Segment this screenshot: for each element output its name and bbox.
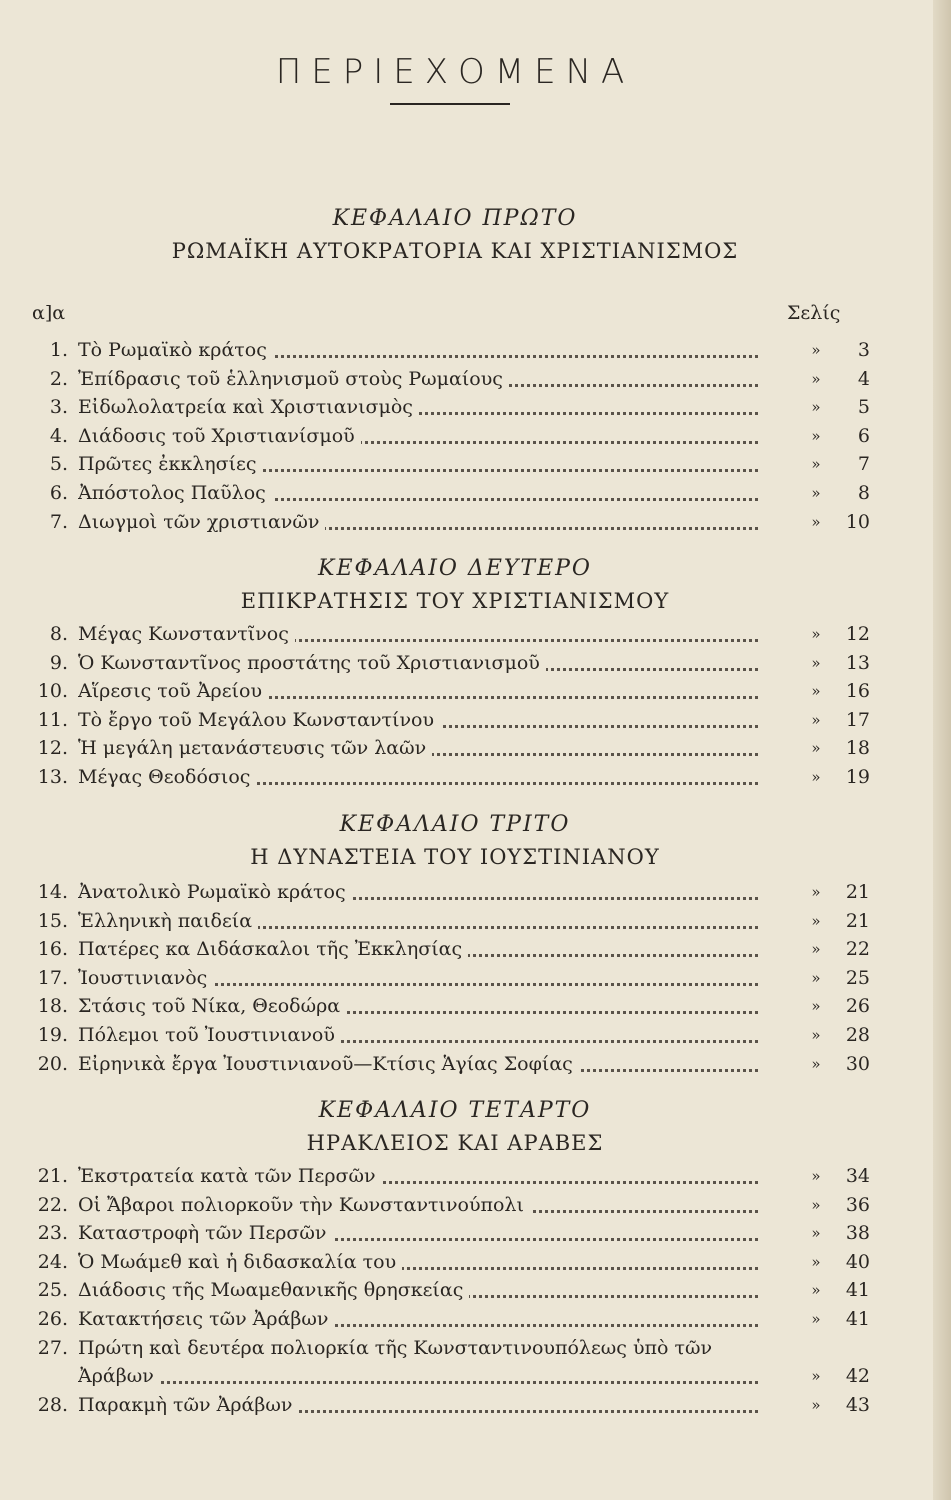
entry-body [78,1050,758,1078]
chapter-1-heading [0,206,910,263]
entry-number: 22. [37,1193,68,1216]
entry-body [78,649,758,677]
entry-title: Μέγας Κωνσταντῖνος [78,623,295,645]
ditto-mark: » [811,1281,821,1300]
toc-entry [0,1162,951,1190]
title-underline [390,103,510,105]
toc-entry [0,1021,951,1049]
toc-entry [0,878,951,906]
page-number: 10 [845,510,870,533]
entry-title: Διωγμοὶ τῶν χριστιανῶν [78,511,325,533]
ditto-mark: » [811,1026,821,1044]
entry-title: Ἀνατολικὸ Ρωμαϊκὸ κράτος [78,881,352,903]
toc-entry [0,1191,951,1219]
entry-title: Διάδοσις τοῦ Χριστιανίσμοῦ [78,425,361,447]
page-number: 41 [845,1308,870,1330]
chapter-title: ΕΠΙΚΡΑΤΗΣΙΣ ΤΟΥ ΧΡΙΣΤΙΑΝΙΣΜΟΥ [240,589,670,613]
entry-title: Διάδοσις τῆς Μωαμεθανικῆς θρησκείας [78,1279,469,1301]
entry-title: Ἰουστινιανὸς [78,967,213,989]
entry-body [78,734,758,762]
page-number: 41 [845,1279,870,1302]
entry-number: 25. [37,1279,68,1302]
ditto-mark: » [811,1195,821,1214]
chapter-label: ΚΕΦΑΛΑΙΟ ΤΕΤΑΡΤΟ [318,1098,592,1123]
toc-entry [0,677,951,705]
toc-entry [0,1391,951,1419]
entry-body [78,1219,758,1247]
entry-body [78,1305,758,1333]
page-number: 42 [845,1365,870,1388]
ditto-mark: » [811,1395,821,1414]
entry-number: 27. [37,1336,68,1359]
entry-body [78,479,758,507]
page-number: 5 [857,396,870,419]
entry-number: 15. [37,909,68,932]
entry-title: Πρώτη καὶ δευτέρα πολιορκία τῆς Κωνσταντινουπόλεως ὑπὸ τῶν [78,1336,713,1359]
entry-number: 17. [37,966,68,989]
column-header-page: Σελίς [787,302,841,324]
page-number: 36 [845,1193,870,1216]
ditto-mark: » [811,1167,821,1185]
entry-body [78,450,758,478]
toc-entry [0,649,951,677]
ditto-mark: » [811,911,821,930]
entry-number: 9. [49,651,68,674]
toc-entry [0,365,951,393]
toc-entry [0,1334,951,1362]
chapter-title: ΡΩΜΑΪΚΗ ΑΥΤΟΚΡΑΤΟΡΙΑ ΚΑΙ ΧΡΙΣΤΙΑΝΙΣΜΟΣ [171,239,739,263]
entry-body [78,1162,758,1190]
ditto-mark: » [811,739,821,758]
ditto-mark: » [811,455,821,474]
page-number: 8 [857,482,870,504]
toc-entry [0,393,951,421]
entry-title: Στάσις τοῦ Νίκα, Θεοδώρα [78,995,346,1017]
entry-body [78,907,758,935]
entry-body [78,763,758,791]
page-number: 30 [845,1052,870,1075]
ditto-mark: » [811,997,821,1016]
entry-number: 23. [37,1222,68,1245]
ditto-mark: » [811,341,821,359]
toc-entry [0,1305,951,1333]
entry-body [78,1334,858,1362]
entry-number: 1. [49,339,68,361]
page-number: 7 [857,453,870,476]
page-number: 28 [845,1024,870,1046]
entry-body [78,1191,758,1219]
toc-entry [0,508,951,536]
entry-body [78,1248,758,1276]
entry-title: Ἡ μεγάλη μετανάστευσις τῶν λαῶν [78,737,432,759]
entry-number: 26. [37,1308,68,1330]
entry-body [78,336,758,364]
toc-entry [0,336,951,364]
chapter-label: ΚΕΦΑΛΑΙΟ ΤΡΙΤΟ [339,812,571,837]
entry-number: 19. [37,1024,68,1046]
ditto-mark: » [811,710,821,729]
chapter-label: ΚΕΦΑΛΑΙΟ ΠΡΩΤΟ [332,206,578,231]
entry-number: 20. [37,1052,68,1075]
entry-number: 14. [37,881,68,903]
entry-body [78,1276,758,1304]
entry-title: Πρῶτες ἐκκλησίες [78,453,263,475]
chapter-title: ΗΡΑΚΛΕΙΟΣ ΚΑΙ ΑΡΑΒΕΣ [306,1131,604,1155]
entry-number: 7. [49,510,68,533]
ditto-mark: » [811,1252,821,1271]
entry-title: Παρακμὴ τῶν Ἀράβων [78,1394,298,1416]
entry-number: 18. [37,995,68,1018]
page-number: 40 [845,1250,870,1273]
entry-body [78,1391,758,1419]
page-number: 4 [857,367,870,390]
toc-entry [0,706,951,734]
ditto-mark: » [811,883,821,901]
entry-number: 3. [49,396,68,419]
entry-body [78,1362,758,1390]
entry-number: 12. [37,737,68,760]
entry-body [78,706,758,734]
page-number: 34 [845,1165,870,1187]
entry-number: 4. [49,424,68,447]
entry-title-continued: Ἀράβων [78,1365,160,1387]
entry-body [78,393,758,421]
page-number: 25 [845,966,870,989]
entry-title: Ὁ Κωνσταντῖνος προστάτης τοῦ Χριστιανισμοῦ [78,652,546,674]
entry-number: 6. [49,482,68,504]
page-number: 6 [857,424,870,447]
ditto-mark: » [811,512,821,531]
page-number: 43 [845,1393,870,1416]
chapter-4-heading [0,1098,910,1155]
entry-number: 21. [37,1165,68,1187]
entry-body [78,422,758,450]
toc-entry [0,907,951,935]
chapter-2-heading [0,556,910,613]
entry-number: 10. [37,680,68,703]
entry-body [78,1021,758,1049]
page-number: 19 [845,766,870,788]
leader-dots [78,1381,758,1384]
page-number: 22 [845,938,870,961]
entry-title: Τὸ Ρωμαϊκὸ κράτος [78,339,273,361]
ditto-mark: » [811,625,821,643]
entry-title: Πόλεμοι τοῦ Ἰουστινιανοῦ [78,1024,341,1046]
ditto-mark: » [811,426,821,445]
toc-entry [0,620,951,648]
entry-title: Μέγας Θεοδόσιος [78,766,256,788]
toc-entry-continued [0,1362,951,1390]
entry-title: Ἐπίδρασις τοῦ ἑλληνισμοῦ στοὺς Ρωμαίους [78,368,509,390]
entry-title: Εἰδωλολατρεία καὶ Χριστιανισμὸς [78,396,419,418]
chapter-3-heading [0,812,910,869]
entry-number: 5. [49,453,68,476]
ditto-mark: » [811,940,821,959]
entry-body [78,878,758,906]
toc-entry [0,422,951,450]
ditto-mark: » [811,968,821,987]
toc-entry [0,479,951,507]
ditto-mark: » [811,369,821,388]
ditto-mark: » [811,1224,821,1243]
entry-number: 8. [49,623,68,645]
entry-body [78,508,758,536]
page-number: 17 [845,708,870,731]
ditto-mark: » [811,1054,821,1073]
chapter-title: Η ΔΥΝΑΣΤΕΙΑ ΤΟΥ ΙΟΥΣΤΙΝΙΑΝΟΥ [250,845,660,869]
entry-number: 2. [49,367,68,390]
page-number: 18 [845,737,870,760]
entry-title: Εἰρηνικὰ ἔργα Ἰουστινιανοῦ—Κτίσις Ἁγίας Σοφίας [78,1053,579,1075]
toc-entry [0,1248,951,1276]
toc-entry [0,1219,951,1247]
ditto-mark: » [811,653,821,672]
entry-number: 16. [37,938,68,961]
entry-number: 24. [37,1250,68,1273]
toc-entry [0,992,951,1020]
toc-entry [0,450,951,478]
page-number: 38 [845,1222,870,1245]
page-number: 21 [845,881,870,903]
entry-title: Καταστροφὴ τῶν Περσῶν [78,1222,332,1244]
entry-title: Ἐκστρατεία κατὰ τῶν Περσῶν [78,1165,382,1187]
chapter-label: ΚΕΦΑΛΑΙΟ ΔΕΥΤΕΡΟ [318,556,592,581]
entry-body [78,677,758,705]
entry-body [78,964,758,992]
ditto-mark: » [811,1310,821,1328]
column-header-left: α]α [32,302,66,324]
page-number: 26 [845,995,870,1018]
entry-title: Αἵρεσις τοῦ Ἀρείου [78,680,268,702]
page-number: 3 [857,339,870,361]
entry-title: Ὁ Μωάμεθ καὶ ἡ διδασκαλία του [78,1251,402,1273]
entry-title: Οἱ Ἄβαροι πολιορκοῦν τὴν Κωνσταντινούπολι [78,1194,530,1216]
entry-number: 11. [37,708,68,731]
entry-body [78,992,758,1020]
ditto-mark: » [811,768,821,786]
toc-entry [0,935,951,963]
entry-title: Ἀπόστολος Παῦλος [78,482,272,504]
toc-entry [0,1276,951,1304]
page-number: 13 [845,651,870,674]
toc-entry [0,734,951,762]
page-number: 21 [845,909,870,932]
toc-entry [0,763,951,791]
entry-title: Ἑλληνικὴ παιδεία [78,910,258,932]
page-number: 16 [845,680,870,703]
entry-body [78,620,758,648]
entry-title: Πατέρες κα Διδάσκαλοι τῆς Ἐκκλησίας [78,938,468,960]
page-number: 12 [845,623,870,645]
toc-entry [0,1050,951,1078]
toc-entry [0,964,951,992]
page-title: ΠΕΡΙΕΧΟΜΕΝΑ [275,52,635,92]
entry-body [78,365,758,393]
ditto-mark: » [811,682,821,701]
entry-number: 28. [37,1393,68,1416]
entry-title: Κατακτήσεις τῶν Ἀράβων [78,1308,334,1330]
entry-title: Τὸ ἔργο τοῦ Μεγάλου Κωνσταντίνου [78,709,440,731]
ditto-mark: » [811,398,821,417]
ditto-mark: » [811,484,821,502]
entry-body [78,935,758,963]
entry-number: 13. [37,766,68,788]
ditto-mark: » [811,1367,821,1386]
